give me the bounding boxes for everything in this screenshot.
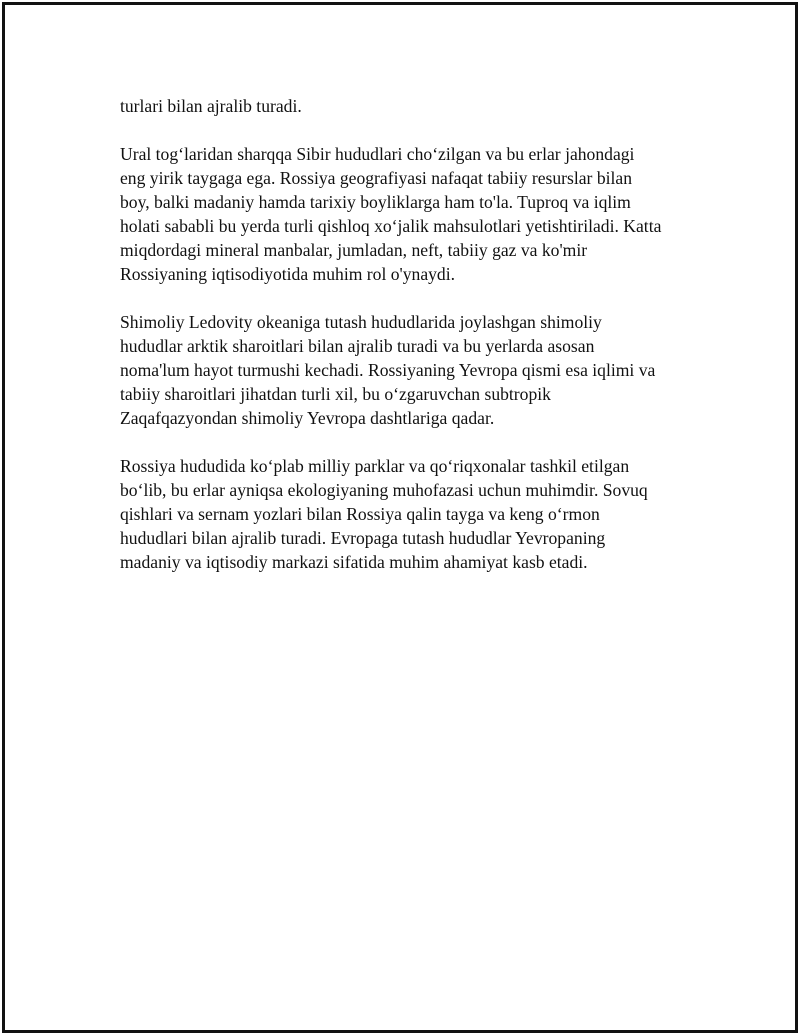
text-line: madaniy va iqtisodiy markazi sifatida muhim ahamiyat kasb etadi. [120,552,588,572]
text-line: boy, balki madaniy hamda tarixiy boyliklarga ham to'la. Tuproq va iqlim [120,192,631,212]
text-line: hududlar arktik sharoitlari bilan ajralib turadi va bu yerlarda asosan [120,336,595,356]
text-line: Ural tog‘laridan sharqqa Sibir hududlari cho‘zilgan va bu erlar jahondagi [120,144,635,164]
text-line: Rossiyaning iqtisodiyotida muhim rol o'ynaydi. [120,264,456,284]
text-line: tabiiy sharoitlari jihatdan turli xil, bu o‘zgaruvchan subtropik [120,384,551,404]
text-line: holati sababli bu yerda turli qishloq xo‘jalik mahsulotlari yetishtiriladi. Katta [120,216,662,236]
text-line: Rossiya hududida ko‘plab milliy parklar va qo‘riqxonalar tashkil etilgan [120,456,630,476]
text-line: miqdordagi mineral manbalar, jumladan, neft, tabiiy gaz va ko'mir [120,240,588,260]
text-line: Zaqafqazyondan shimoliy Yevropa dashtlariga qadar. [120,408,495,428]
text-line: qishlari va sernam yozlari bilan Rossiya qalin tayga va keng o‘rmon [120,504,600,524]
page-frame [2,2,798,1033]
text-line: Shimoliy Ledovity okeaniga tutash hududlarida joylashgan shimoliy [120,312,602,332]
text-line: turlari bilan ajralib turadi. [120,96,302,116]
paragraph-3 [120,310,720,430]
paragraph-4 [120,454,720,574]
text-line: bo‘lib, bu erlar ayniqsa ekologiyaning muhofazasi uchun muhimdir. Sovuq [120,480,648,500]
paragraph-1 [120,94,720,118]
text-line: eng yirik taygaga ega. Rossiya geografiyasi nafaqat tabiiy resurslar bilan [120,168,632,188]
text-line: noma'lum hayot turmushi kechadi. Rossiyaning Yevropa qismi esa iqlimi va [120,360,656,380]
document-body [120,94,720,598]
text-line: hududlari bilan ajralib turadi. Evropaga tutash hududlar Yevropaning [120,528,606,548]
paragraph-2 [120,142,720,286]
